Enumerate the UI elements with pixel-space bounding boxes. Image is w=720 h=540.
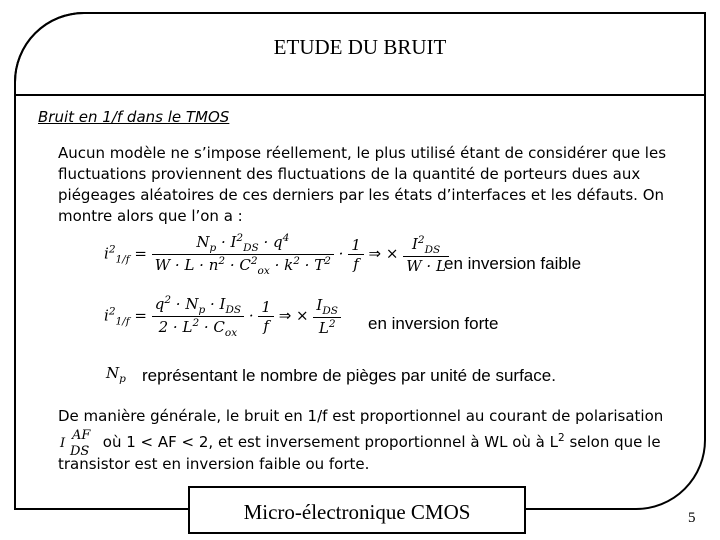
conclusion-paragraph (58, 405, 698, 475)
np-description: représentant le nombre de pièges par unité de surface. (142, 366, 556, 385)
section-subtitle: Bruit en 1/f dans le TMOS (38, 108, 230, 126)
formula-weak-inversion: $i^2_{1/f}$ = $\frac{N_p \cdot I^2_{DS} \cdot q^4}{W \cdot L \cdot n^2 \cdot C^2_{ox} \cdot k^2 \cdot T^2}$ · $\frac{1}{f}$ ⇒ × $\frac{I^2_{DS}}{W \cdot L}$ (104, 232, 449, 277)
np-symbol: $N_p$ (106, 364, 126, 385)
footer-title: Micro-électronique CMOS (243, 500, 471, 524)
intro-paragraph: Aucun modèle ne s’impose réellement, le plus utilisé étant de considérer que les fluctuations proviennent des fluctuations de la quantité de porteurs dues aux piégeages aléatoires de ces derniers par les états d’interfaces et les défauts. On montre alors que l’on a : (58, 144, 667, 225)
conclusion-part1: De manière générale, le bruit en 1/f est proportionnel au courant de polarisation (58, 407, 664, 425)
conclusion-sup: 2 (558, 432, 565, 444)
conclusion-part3: selon que le transistor est en inversion faible ou forte. (58, 433, 661, 473)
ids-af-symbol: AF I DS (60, 427, 91, 459)
formula-strong-inversion: $i^2_{1/f}$ = $\frac{q^2 \cdot N_p \cdot I_{DS}}{2 \cdot L^2 \cdot C_{ox}}$ · $\frac{1}{f}$ ⇒ × $\frac{I_{DS}}{L^2}$ (104, 294, 341, 339)
label-strong-inversion: en inversion forte (368, 314, 499, 333)
slide-title: ETUDE DU BRUIT (273, 35, 447, 59)
conclusion-part2: où 1 < AF < 2, et est inversement proportionnel à WL où à L (102, 433, 559, 451)
page-number: 5 (688, 510, 696, 526)
label-weak-inversion: en inversion faible (444, 254, 582, 273)
